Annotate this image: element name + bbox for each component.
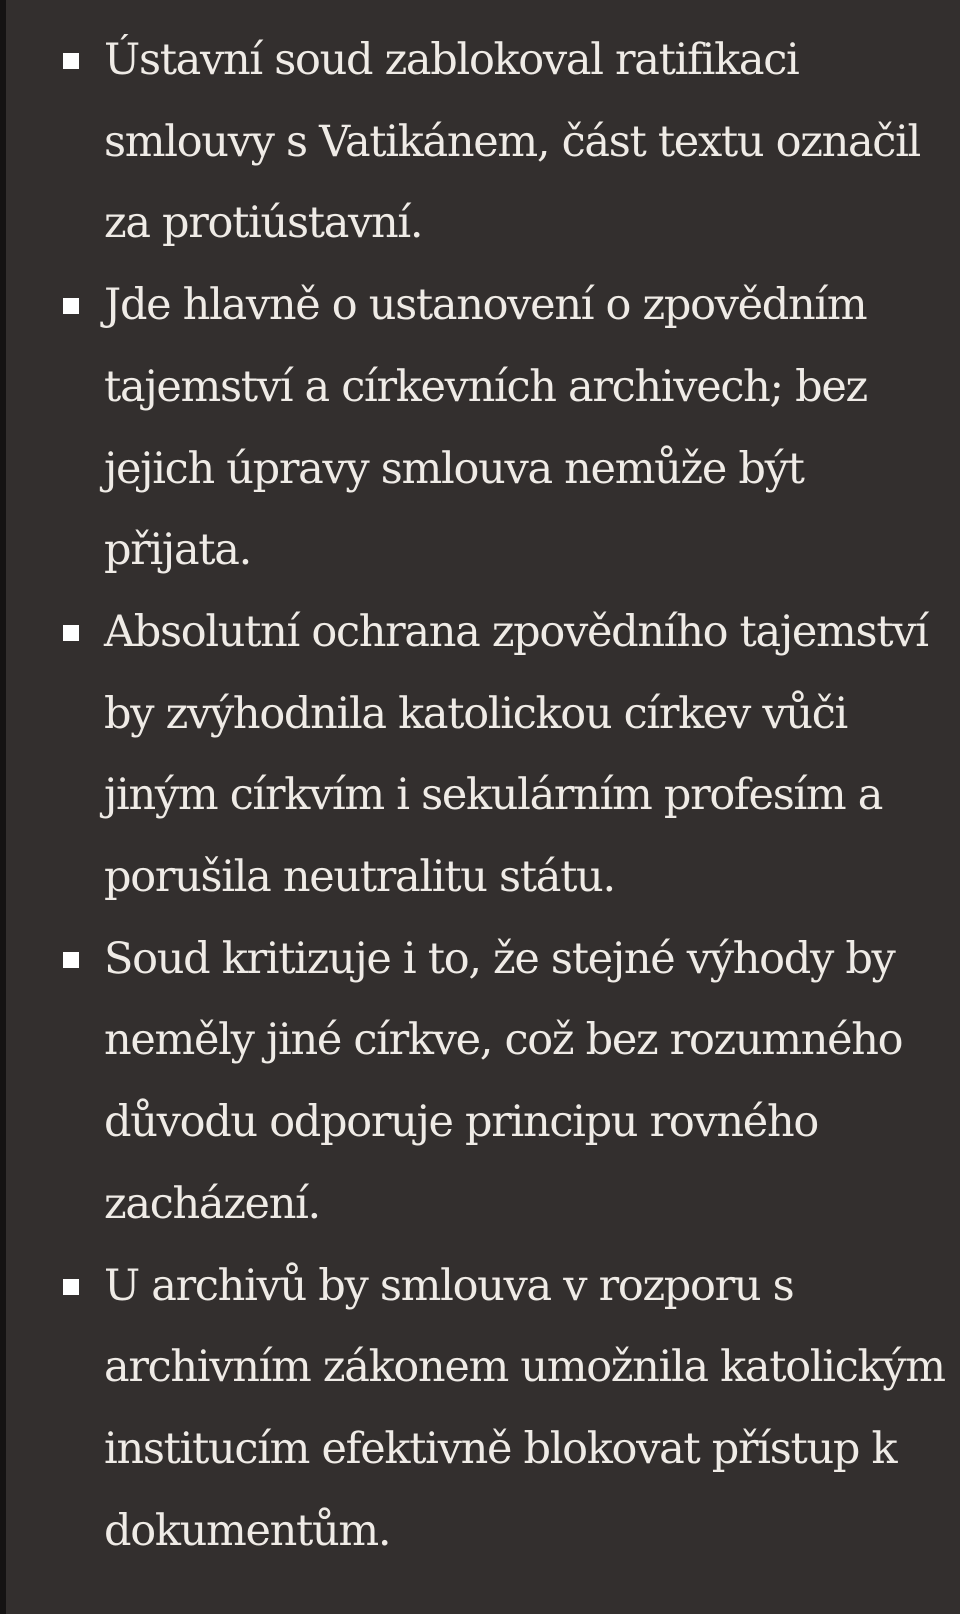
- bullet-text: Soud kritizuje i to, že stejné výhody by neměly jiné církve, což bez rozumného důvodu odporuje principu rovného zacházení.: [104, 933, 903, 1229]
- bullet-item: [0, 592, 960, 919]
- summary-bullet-list: [0, 20, 960, 1572]
- bullet-item: [0, 20, 960, 265]
- bullet-item: [0, 1246, 960, 1573]
- square-bullet-icon: [63, 298, 79, 314]
- square-bullet-icon: [63, 952, 79, 968]
- bullet-item: [0, 919, 960, 1246]
- bullet-text: Ústavní soud zablokoval ratifikaci smlouvy s Vatikánem, část textu označil za protiústavní.: [104, 35, 920, 249]
- bullet-item: [0, 265, 960, 592]
- bullet-text: U archivů by smlouva v rozporu s archivním zákonem umožnila katolickým institucím efektivně blokovat přístup k dokumentům.: [104, 1260, 945, 1556]
- bullet-text: Jde hlavně o ustanovení o zpovědním tajemství a církevních archivech; bez jejich úpravy smlouva nemůže být přijata.: [104, 280, 867, 576]
- square-bullet-icon: [63, 53, 79, 69]
- square-bullet-icon: [63, 1279, 79, 1295]
- bullet-text: Absolutní ochrana zpovědního tajemství by zvýhodnila katolickou církev vůči jiným církvím i sekulárním profesím a porušila neutralitu státu.: [104, 606, 928, 903]
- square-bullet-icon: [63, 625, 79, 641]
